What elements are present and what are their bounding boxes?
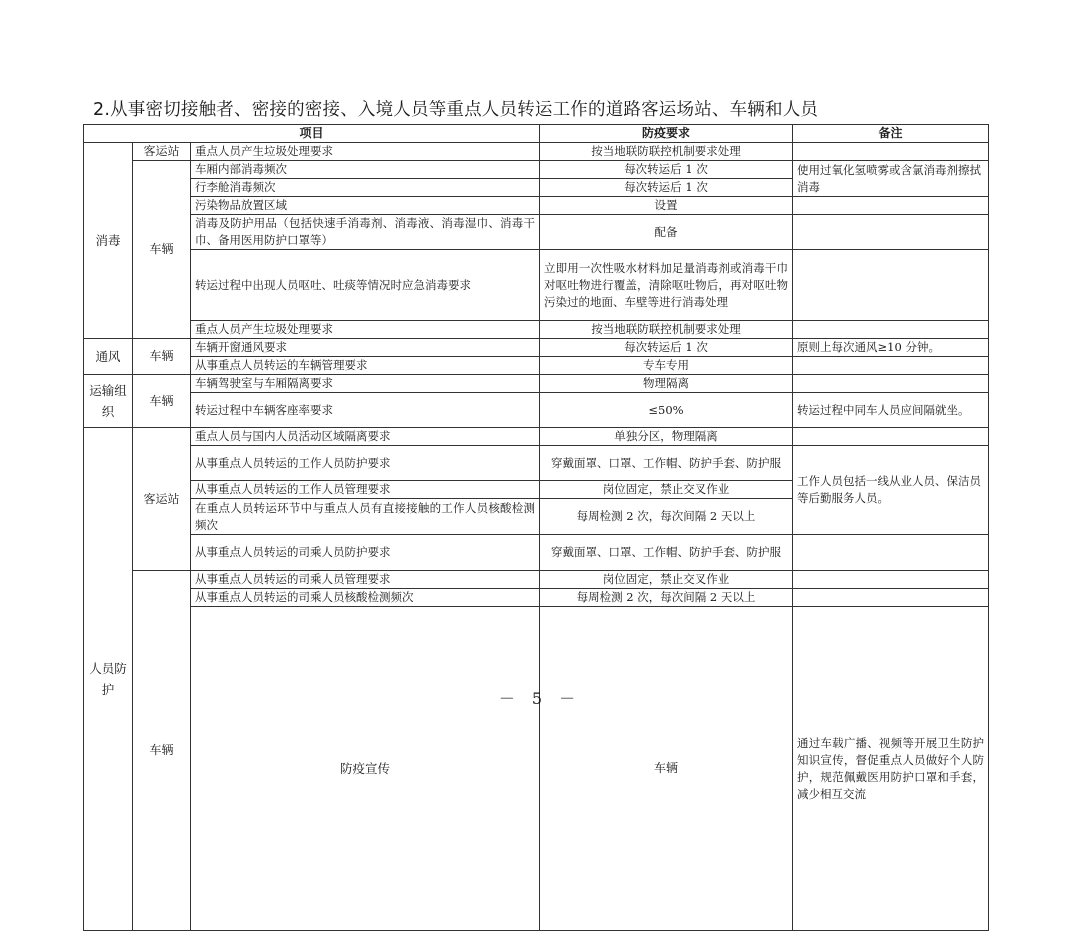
note-cell <box>793 357 989 375</box>
item-cell: 在重点人员转运环节中与重点人员有直接接触的工作人员核酸检测频次 <box>191 499 540 535</box>
item-cell: 重点人员与国内人员活动区域隔离要求 <box>191 428 540 446</box>
table-row <box>84 143 989 161</box>
item-cell: 转运过程中车辆客座率要求 <box>191 393 540 428</box>
note-cell <box>793 428 989 446</box>
note-cell: 工作人员包括一线从业人员、保洁员等后勤服务人员。 <box>793 446 989 535</box>
item-cell: 从事重点人员转运的司乘人员防护要求 <box>191 535 540 571</box>
page-number: － 5 － <box>498 689 582 708</box>
category-ventilation: 通风 <box>84 339 133 375</box>
requirement-cell: 每次转运后 1 次 <box>540 161 793 179</box>
table-row <box>84 589 989 607</box>
item-cell: 从事重点人员转运的工作人员防护要求 <box>191 446 540 481</box>
note-cell <box>793 321 989 339</box>
table-row <box>84 571 989 589</box>
table-row <box>84 393 989 428</box>
requirement-cell: 岗位固定，禁止交叉作业 <box>540 481 793 499</box>
table-row <box>84 375 989 393</box>
item-cell: 车辆开窗通风要求 <box>191 339 540 357</box>
note-cell <box>793 571 989 589</box>
requirement-cell: 按当地联防联控机制要求处理 <box>540 321 793 339</box>
requirement-cell: 物理隔离 <box>540 375 793 393</box>
subcategory-vehicle: 车辆 <box>133 161 191 339</box>
item-cell: 车厢内部消毒频次 <box>191 161 540 179</box>
requirement-cell: 每次转运后 1 次 <box>540 179 793 197</box>
item-cell: 污染物品放置区域 <box>191 197 540 215</box>
column-header-note: 备注 <box>793 125 989 143</box>
requirement-cell: 专车专用 <box>540 357 793 375</box>
item-cell: 行李舱消毒频次 <box>191 179 540 197</box>
column-header-item: 项目 <box>84 125 540 143</box>
requirement-cell: 立即用一次性吸水材料加足量消毒剂或消毒干巾对呕吐物进行覆盖，清除呕吐物后，再对呕吐物污染过的地面、车壁等进行消毒处理 <box>540 250 793 321</box>
table-row <box>84 357 989 375</box>
subcategory-vehicle: 车辆 <box>133 375 191 428</box>
note-cell <box>793 535 989 571</box>
category-transport-organization: 运输组织 <box>84 375 133 428</box>
requirement-cell: 单独分区，物理隔离 <box>540 428 793 446</box>
item-cell: 从事重点人员转运的车辆管理要求 <box>191 357 540 375</box>
table-row <box>84 607 989 931</box>
requirement-cell: 穿戴面罩、口罩、工作帽、防护手套、防护服 <box>540 446 793 481</box>
requirement-cell: 每次转运后 1 次 <box>540 339 793 357</box>
item-cell: 转运过程中出现人员呕吐、吐痰等情况时应急消毒要求 <box>191 250 540 321</box>
subcategory-vehicle: 车辆 <box>133 339 191 375</box>
table-row <box>84 197 989 215</box>
requirements-table <box>83 124 989 931</box>
requirement-cell: 配备 <box>540 215 793 250</box>
note-cell <box>793 143 989 161</box>
table-row <box>84 250 989 321</box>
item-cell: 通过车载广播、视频等开展卫生防护知识宣传，督促重点人员做好个人防护，规范佩戴医用防护口罩和手套，减少相互交流 <box>793 607 989 931</box>
subcategory-vehicle: 车辆 <box>133 571 191 931</box>
note-cell <box>793 250 989 321</box>
subcategory-vehicle: 车辆 <box>540 607 793 931</box>
item-cell: 消毒及防护用品（包括快速手消毒剂、消毒液、消毒湿巾、消毒干巾、备用医用防护口罩等） <box>191 215 540 250</box>
requirement-cell: 设置 <box>540 197 793 215</box>
requirement-cell: 每周检测 2 次，每次间隔 2 天以上 <box>540 589 793 607</box>
column-header-requirement: 防疫要求 <box>540 125 793 143</box>
item-cell: 重点人员产生垃圾处理要求 <box>191 321 540 339</box>
item-cell: 从事重点人员转运的司乘人员管理要求 <box>191 571 540 589</box>
table-row <box>84 446 989 481</box>
note-cell: 原则上每次通风≥10 分钟。 <box>793 339 989 357</box>
table-row <box>84 161 989 179</box>
requirement-cell: 按当地联防联控机制要求处理 <box>540 143 793 161</box>
requirement-cell: 每周检测 2 次，每次间隔 2 天以上 <box>540 499 793 535</box>
note-cell <box>793 375 989 393</box>
item-cell: 从事重点人员转运的工作人员管理要求 <box>191 481 540 499</box>
item-cell: 车辆驾驶室与车厢隔离要求 <box>191 375 540 393</box>
table-row <box>84 321 989 339</box>
item-cell: 重点人员产生垃圾处理要求 <box>191 143 540 161</box>
table-row <box>84 428 989 446</box>
category-personnel-protection: 人员防护 <box>84 428 133 931</box>
note-cell: 转运过程中同车人员应间隔就坐。 <box>793 393 989 428</box>
category-publicity: 防疫宣传 <box>191 607 540 931</box>
note-cell <box>793 589 989 607</box>
note-cell: 使用过氧化氢喷雾或含氯消毒剂擦拭消毒 <box>793 161 989 197</box>
requirement-cell: 岗位固定，禁止交叉作业 <box>540 571 793 589</box>
item-cell: 从事重点人员转运的司乘人员核酸检测频次 <box>191 589 540 607</box>
requirement-cell: 穿戴面罩、口罩、工作帽、防护手套、防护服 <box>540 535 793 571</box>
category-disinfection: 消毒 <box>84 143 133 339</box>
subcategory-station: 客运站 <box>133 428 191 571</box>
note-cell <box>793 197 989 215</box>
table-row <box>84 535 989 571</box>
table-header-row <box>84 125 989 143</box>
table-row <box>84 215 989 250</box>
note-cell <box>793 215 989 250</box>
subcategory-station: 客运站 <box>133 143 191 161</box>
section-heading: 2.从事密切接触者、密接的密接、入境人员等重点人员转运工作的道路客运场站、车辆和人员 <box>93 100 819 120</box>
requirement-cell: ≤50% <box>540 393 793 428</box>
table-row <box>84 339 989 357</box>
